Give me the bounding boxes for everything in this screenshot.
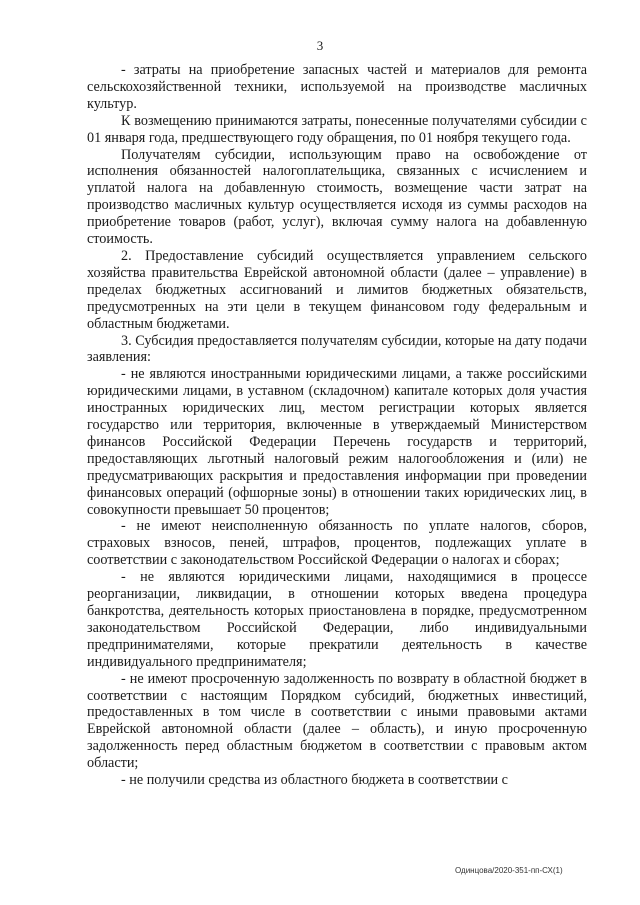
document-code: Одинцова/2020-351-пп-СХ(1): [455, 866, 563, 875]
paragraph-no-budget-funds: - не получили средства из областного бюджета в соответствии с: [121, 772, 508, 789]
paragraph-clause-3: 3. Субсидия предоставляется получателям субсидии, которые на дату подачи заявления:: [87, 332, 587, 366]
page-number: 3: [316, 38, 324, 53]
paragraph-not-in-liquidation: - не являются юридическими лицами, находящимися в процессе реорганизации, ликвидации, в отношении которых введена процедура банкротства, деятельность которых приостановлена в порядке, предусмотренном законодательством Российской Федерации, либо индивидуальными предпринимателями, которые прекратили деятельность в качестве индивидуального предпринимателя;: [87, 569, 587, 670]
paragraph-reimbursement-period: К возмещению принимаются затраты, понесенные получателями субсидии с 01 января года, предшествующего году обращения, по 01 ноября текущего года.: [87, 112, 587, 146]
document-body: [87, 62, 587, 789]
paragraph-no-tax-debt: - не имеют неисполненную обязанность по уплате налогов, сборов, страховых взносов, пеней, штрафов, процентов, подлежащих уплате в соответствии с законодательством Российской Федерации о налогах и сборах;: [87, 518, 587, 569]
paragraph-spare-parts-costs: - затраты на приобретение запасных частей и материалов для ремонта сельскохозяйственной техники, используемой на производстве масличных культур.: [87, 62, 587, 112]
paragraph-no-overdue-debt: - не имеют просроченную задолженность по возврату в областной бюджет в соответствии с настоящим Порядком субсидий, бюджетных инвестиций, предоставленных в том числе в соответствии с иными правовыми актами Еврейской автономной области (далее – область), и иную просроченную задолженность перед областным бюджетом в соответствии с правовым актом области;: [87, 670, 587, 772]
paragraph-vat-exemption: Получателям субсидии, использующим право на освобождение от исполнения обязанностей налогоплательщика, связанных с исчислением и уплатой налога на добавленную стоимость, возмещение части затрат на производство масличных культур осуществляется исходя из суммы расходов на приобретение товаров (работ, услуг), включая сумму налога на добавленную стоимость.: [87, 146, 587, 248]
paragraph-not-foreign-entities: - не являются иностранными юридическими лицами, а также российскими юридическими лицами, в уставном (складочном) капитале которых доля участия иностранных юридических лиц, местом регистрации которых является государство или территория, включенные в утверждаемый Министерством финансов Российской Федерации Перечень государств и территорий, предоставляющих льготный налоговый режим налогообложения и (или) не предусматривающих раскрытия и предоставления информации при проведении финансовых операций (офшорные зоны) в отношении таких юридических лиц, в совокупности превышает 50 процентов;: [87, 366, 587, 518]
paragraph-clause-2: 2. Предоставление субсидий осуществляется управлением сельского хозяйства правительства Еврейской автономной области (далее – управление) в пределах бюджетных ассигнований и лимитов бюджетных обязательств, предусмотренных на эти цели в текущем финансовом году федеральным и областным бюджетами.: [87, 247, 587, 332]
